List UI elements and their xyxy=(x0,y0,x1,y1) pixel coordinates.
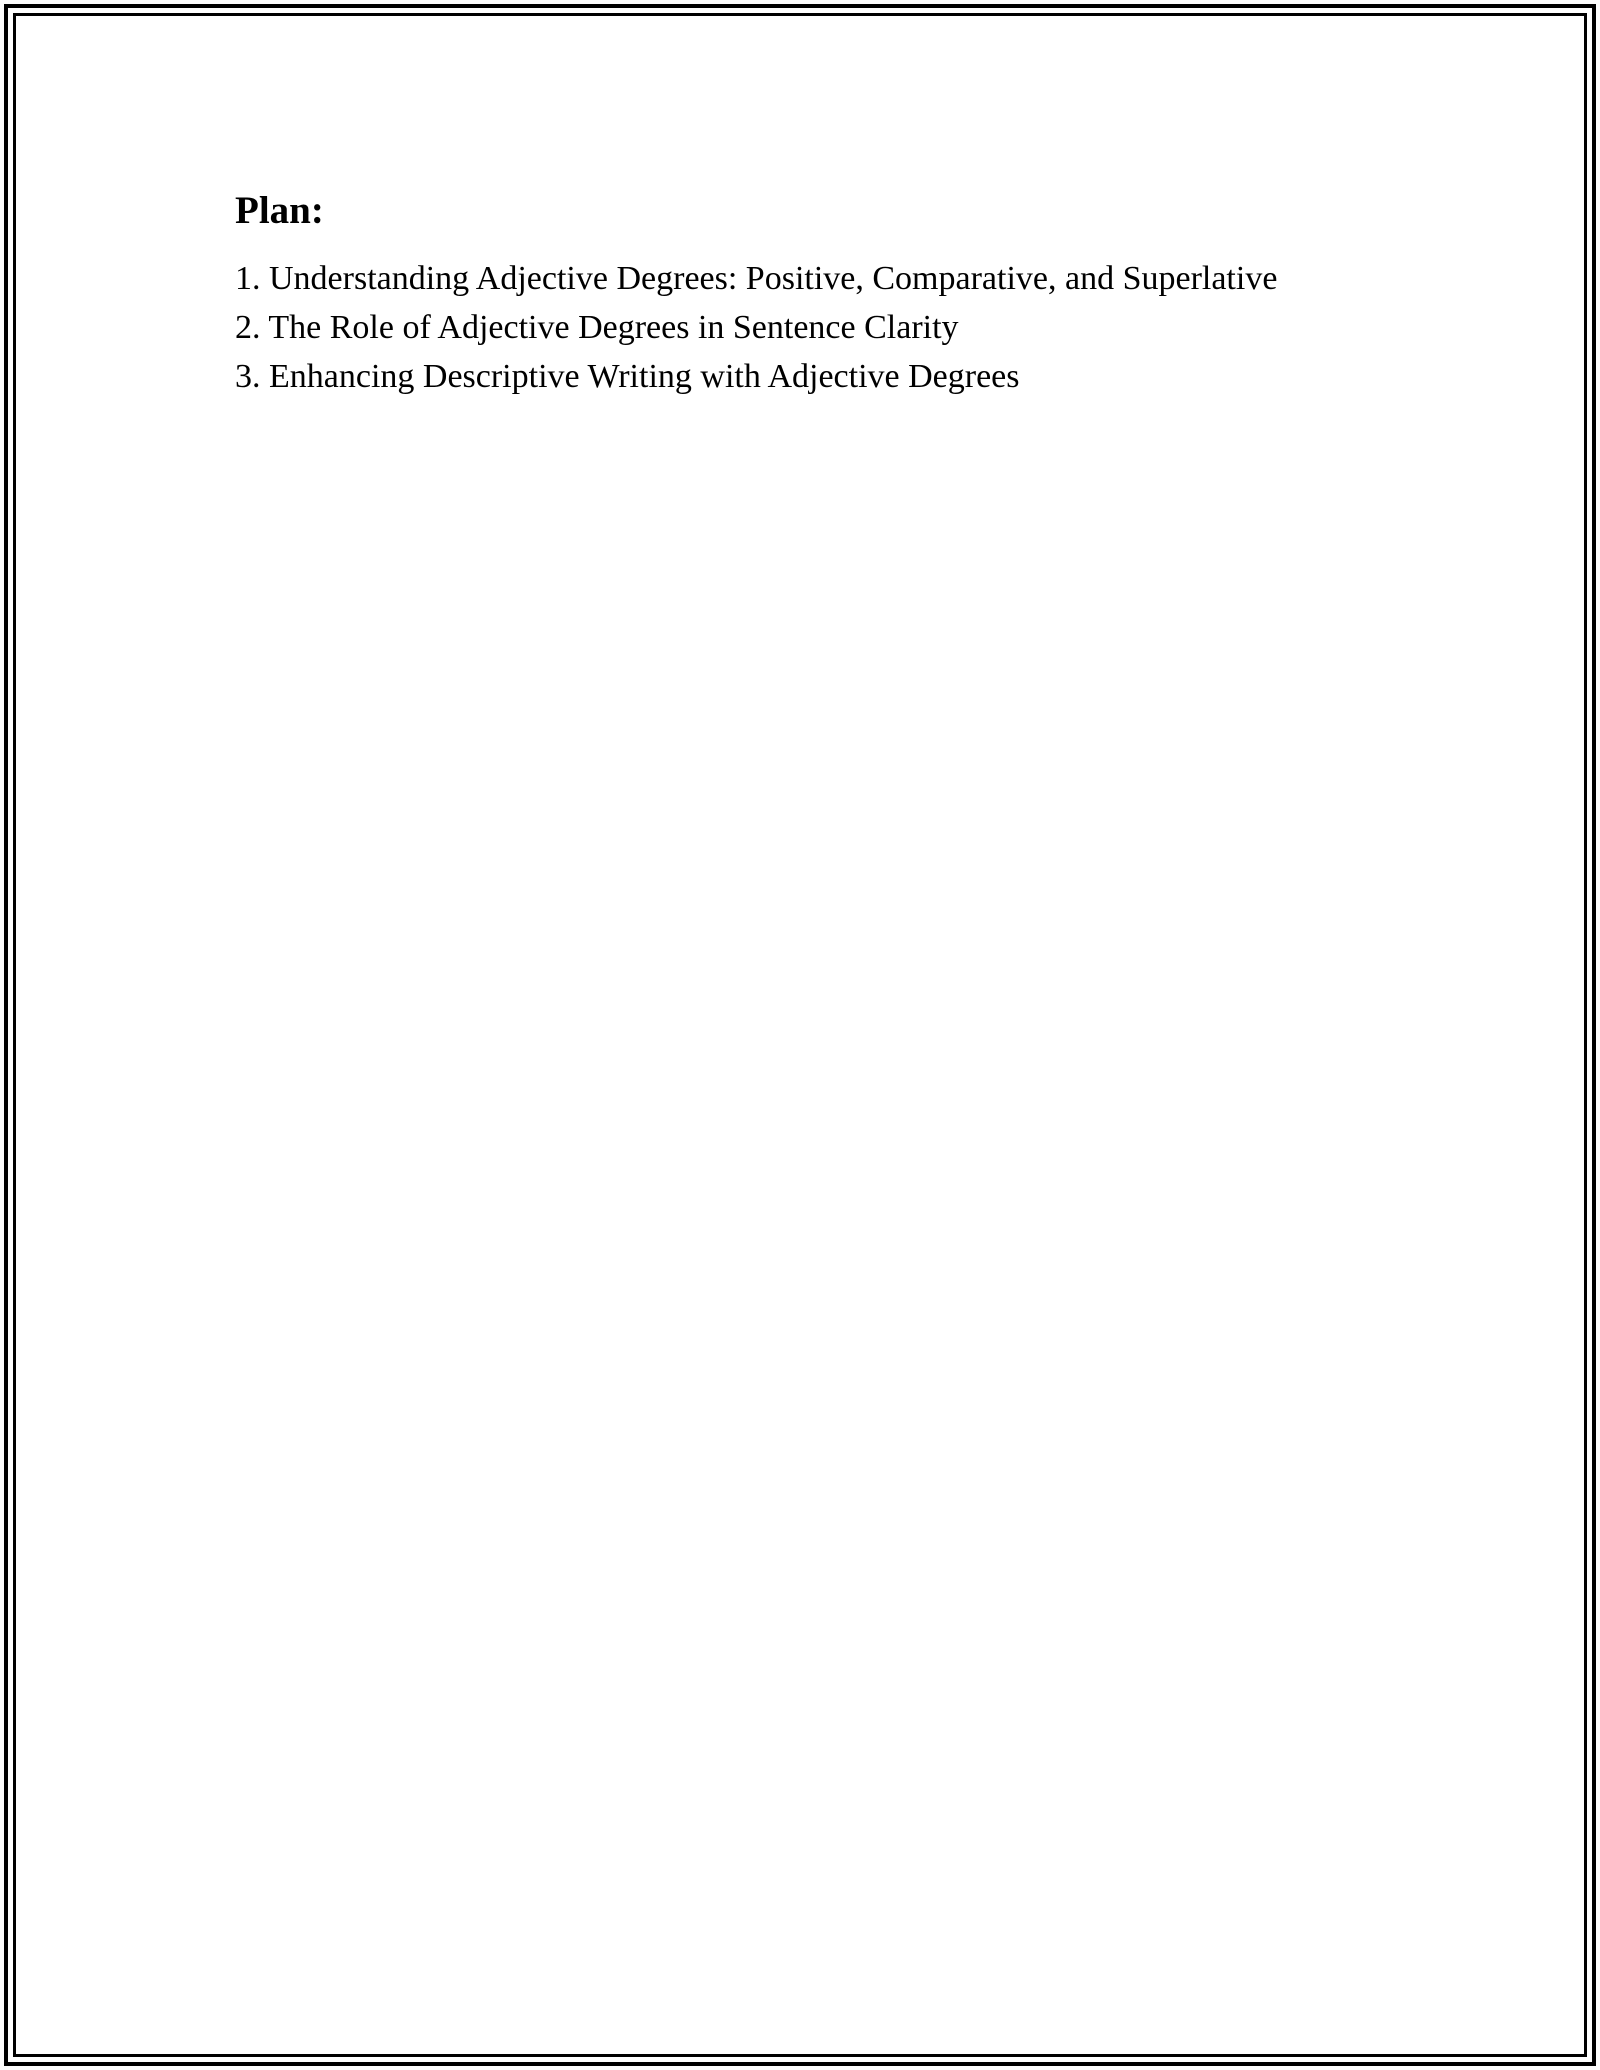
plan-list xyxy=(235,254,1415,401)
page-content xyxy=(235,186,1415,401)
plan-item: 2. The Role of Adjective Degrees in Sentence Clarity xyxy=(235,309,959,346)
plan-item: 1. Understanding Adjective Degrees: Positive, Comparative, and Superlative xyxy=(235,260,1278,297)
plan-item: 3. Enhancing Descriptive Writing with Adjective Degrees xyxy=(235,358,1020,395)
plan-heading: Plan: xyxy=(235,189,324,232)
